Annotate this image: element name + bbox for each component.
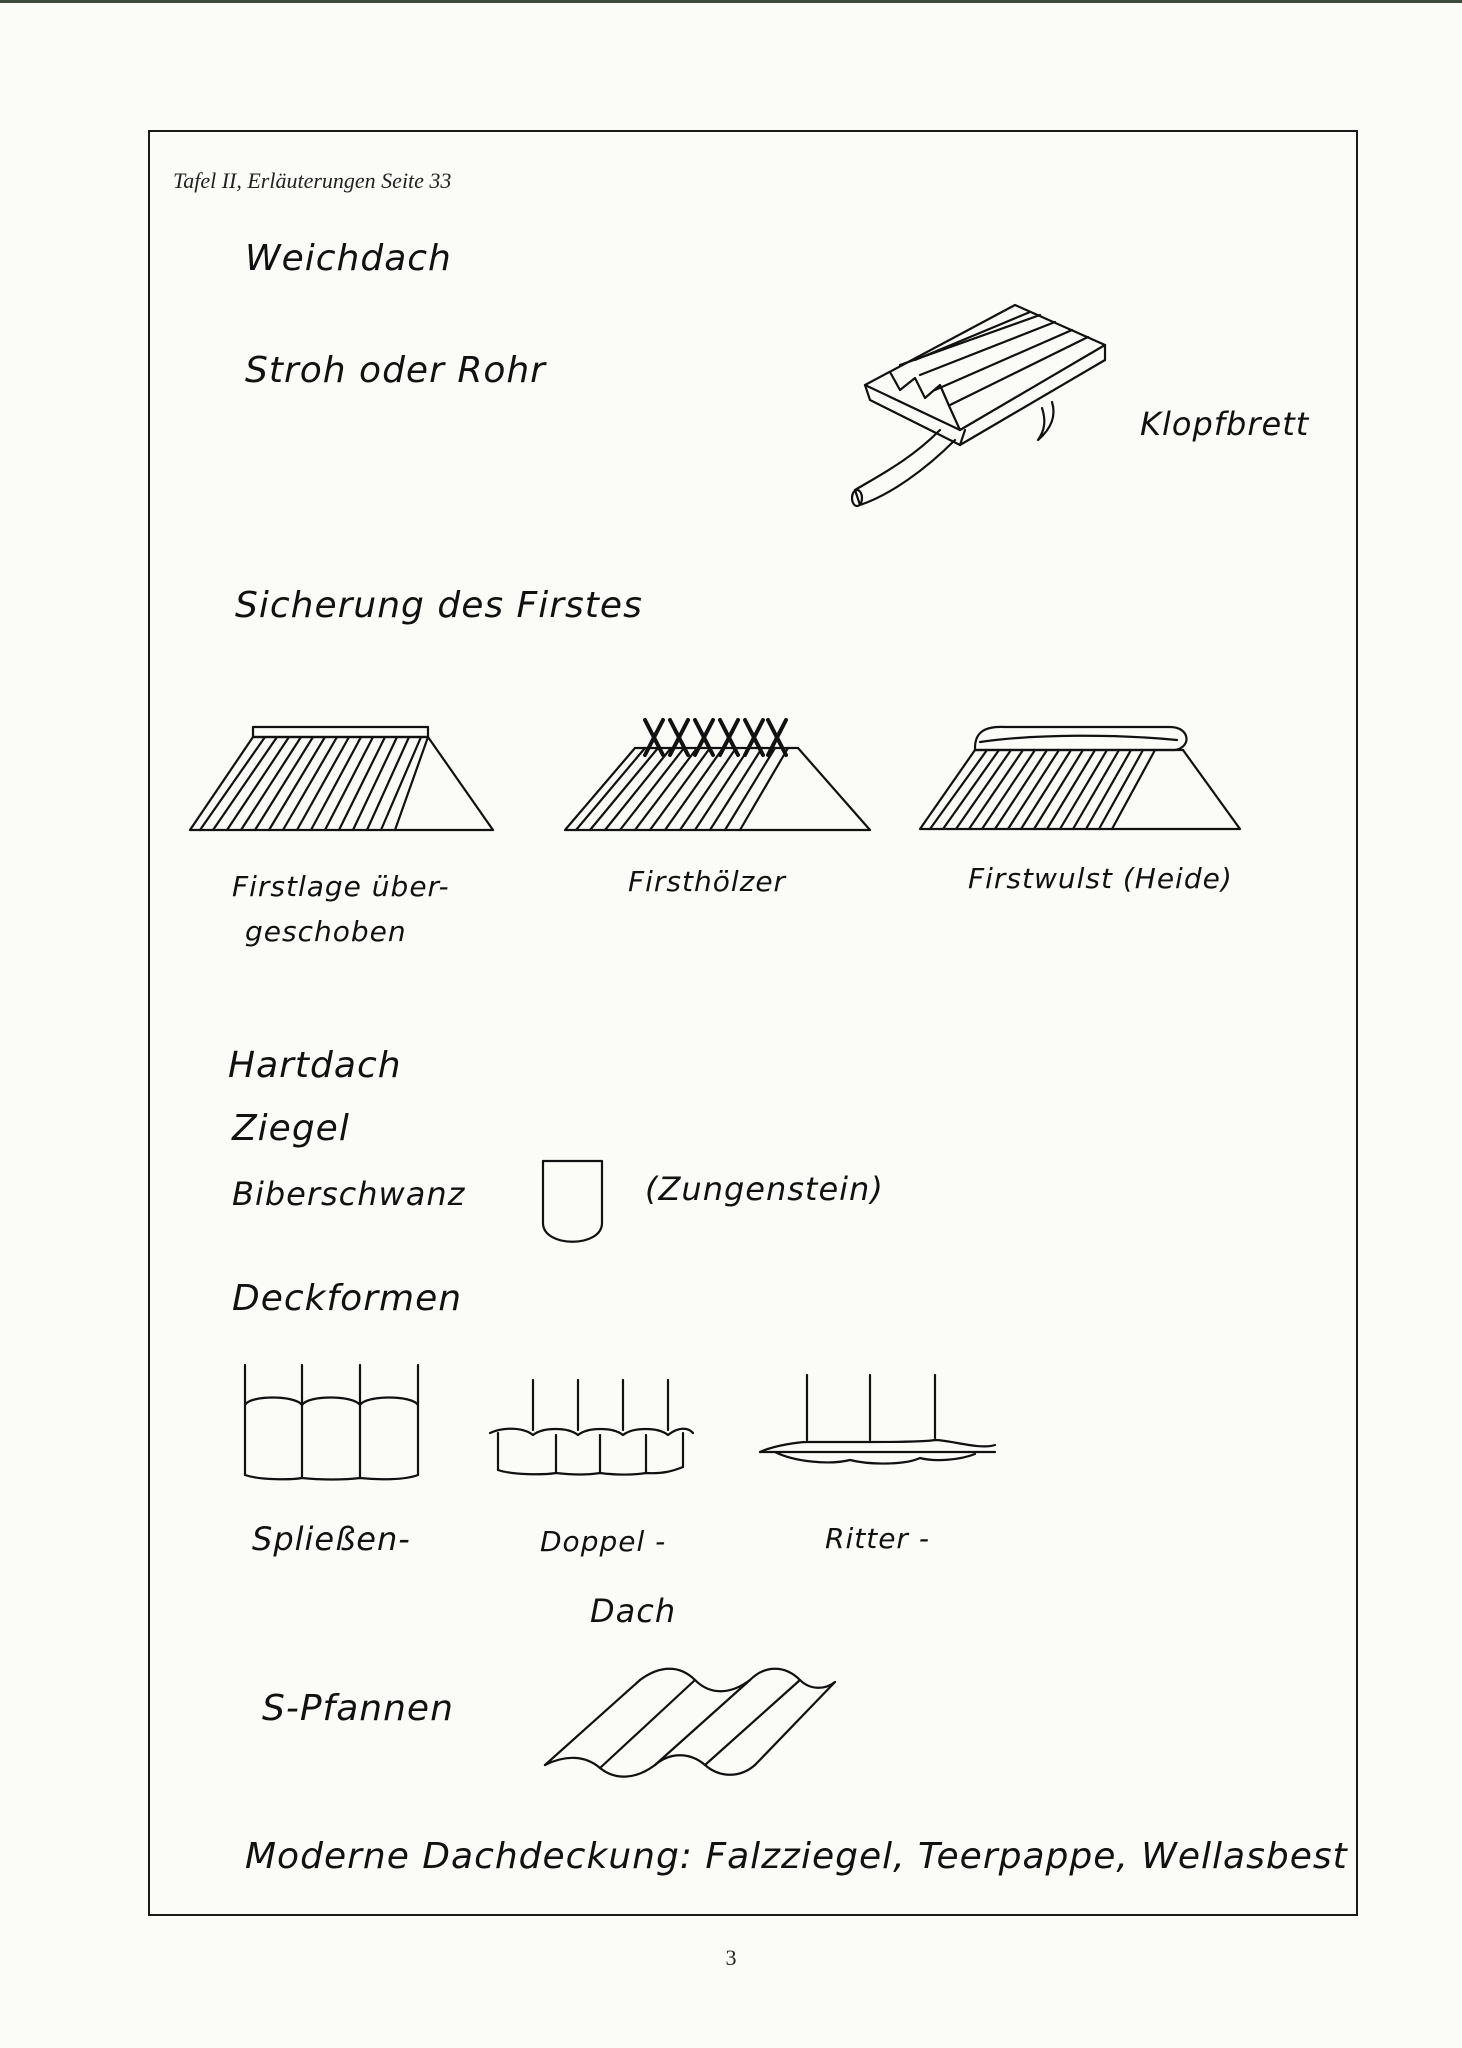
label-firstwulst: Firstwulst (Heide) bbox=[968, 862, 1233, 895]
s-pfannen-drawing bbox=[540, 1660, 860, 1780]
label-firstlage-line2: geschoben bbox=[245, 915, 407, 948]
label-klopfbrett: Klopfbrett bbox=[1140, 405, 1310, 443]
heading-sicherung-des-firstes: Sicherung des Firstes bbox=[235, 585, 643, 626]
label-s-pfannen: S-Pfannen bbox=[262, 1688, 454, 1729]
plate-caption: Tafel II, Erläuterungen Seite 33 bbox=[173, 168, 452, 193]
firstlage-roof-drawing bbox=[185, 718, 495, 838]
heading-deckformen: Deckformen bbox=[232, 1278, 463, 1319]
biberschwanz-tile-drawing bbox=[540, 1158, 610, 1253]
label-dach: Dach bbox=[590, 1592, 677, 1630]
firsthoelzer-roof-drawing bbox=[560, 715, 880, 840]
heading-hartdach: Hartdach bbox=[228, 1045, 402, 1086]
doppel-dach-drawing bbox=[488, 1375, 698, 1480]
ritter-dach-drawing bbox=[755, 1370, 1000, 1475]
label-spliessen: Spließen- bbox=[252, 1520, 411, 1558]
label-firsthoelzer: Firsthölzer bbox=[628, 865, 787, 898]
spliessen-dach-drawing bbox=[240, 1360, 425, 1485]
label-zungenstein: (Zungenstein) bbox=[645, 1170, 884, 1208]
scan-edge-line bbox=[0, 0, 1462, 3]
label-moderne-dachdeckung: Moderne Dachdeckung: Falzziegel, Teerpappe, Wellasbest bbox=[245, 1836, 1348, 1877]
label-ritter: Ritter - bbox=[825, 1522, 930, 1555]
klopfbrett-drawing bbox=[820, 290, 1120, 520]
label-firstlage-line1: Firstlage über- bbox=[232, 870, 450, 903]
label-stroh-oder-rohr: Stroh oder Rohr bbox=[245, 350, 546, 391]
label-ziegel: Ziegel bbox=[232, 1108, 350, 1149]
heading-weichdach: Weichdach bbox=[245, 238, 452, 279]
firstwulst-roof-drawing bbox=[915, 712, 1245, 837]
page-number: 3 bbox=[725, 1945, 737, 1970]
label-doppel: Doppel - bbox=[540, 1525, 667, 1558]
label-biberschwanz: Biberschwanz bbox=[232, 1175, 466, 1213]
plate-frame bbox=[148, 130, 1358, 1916]
